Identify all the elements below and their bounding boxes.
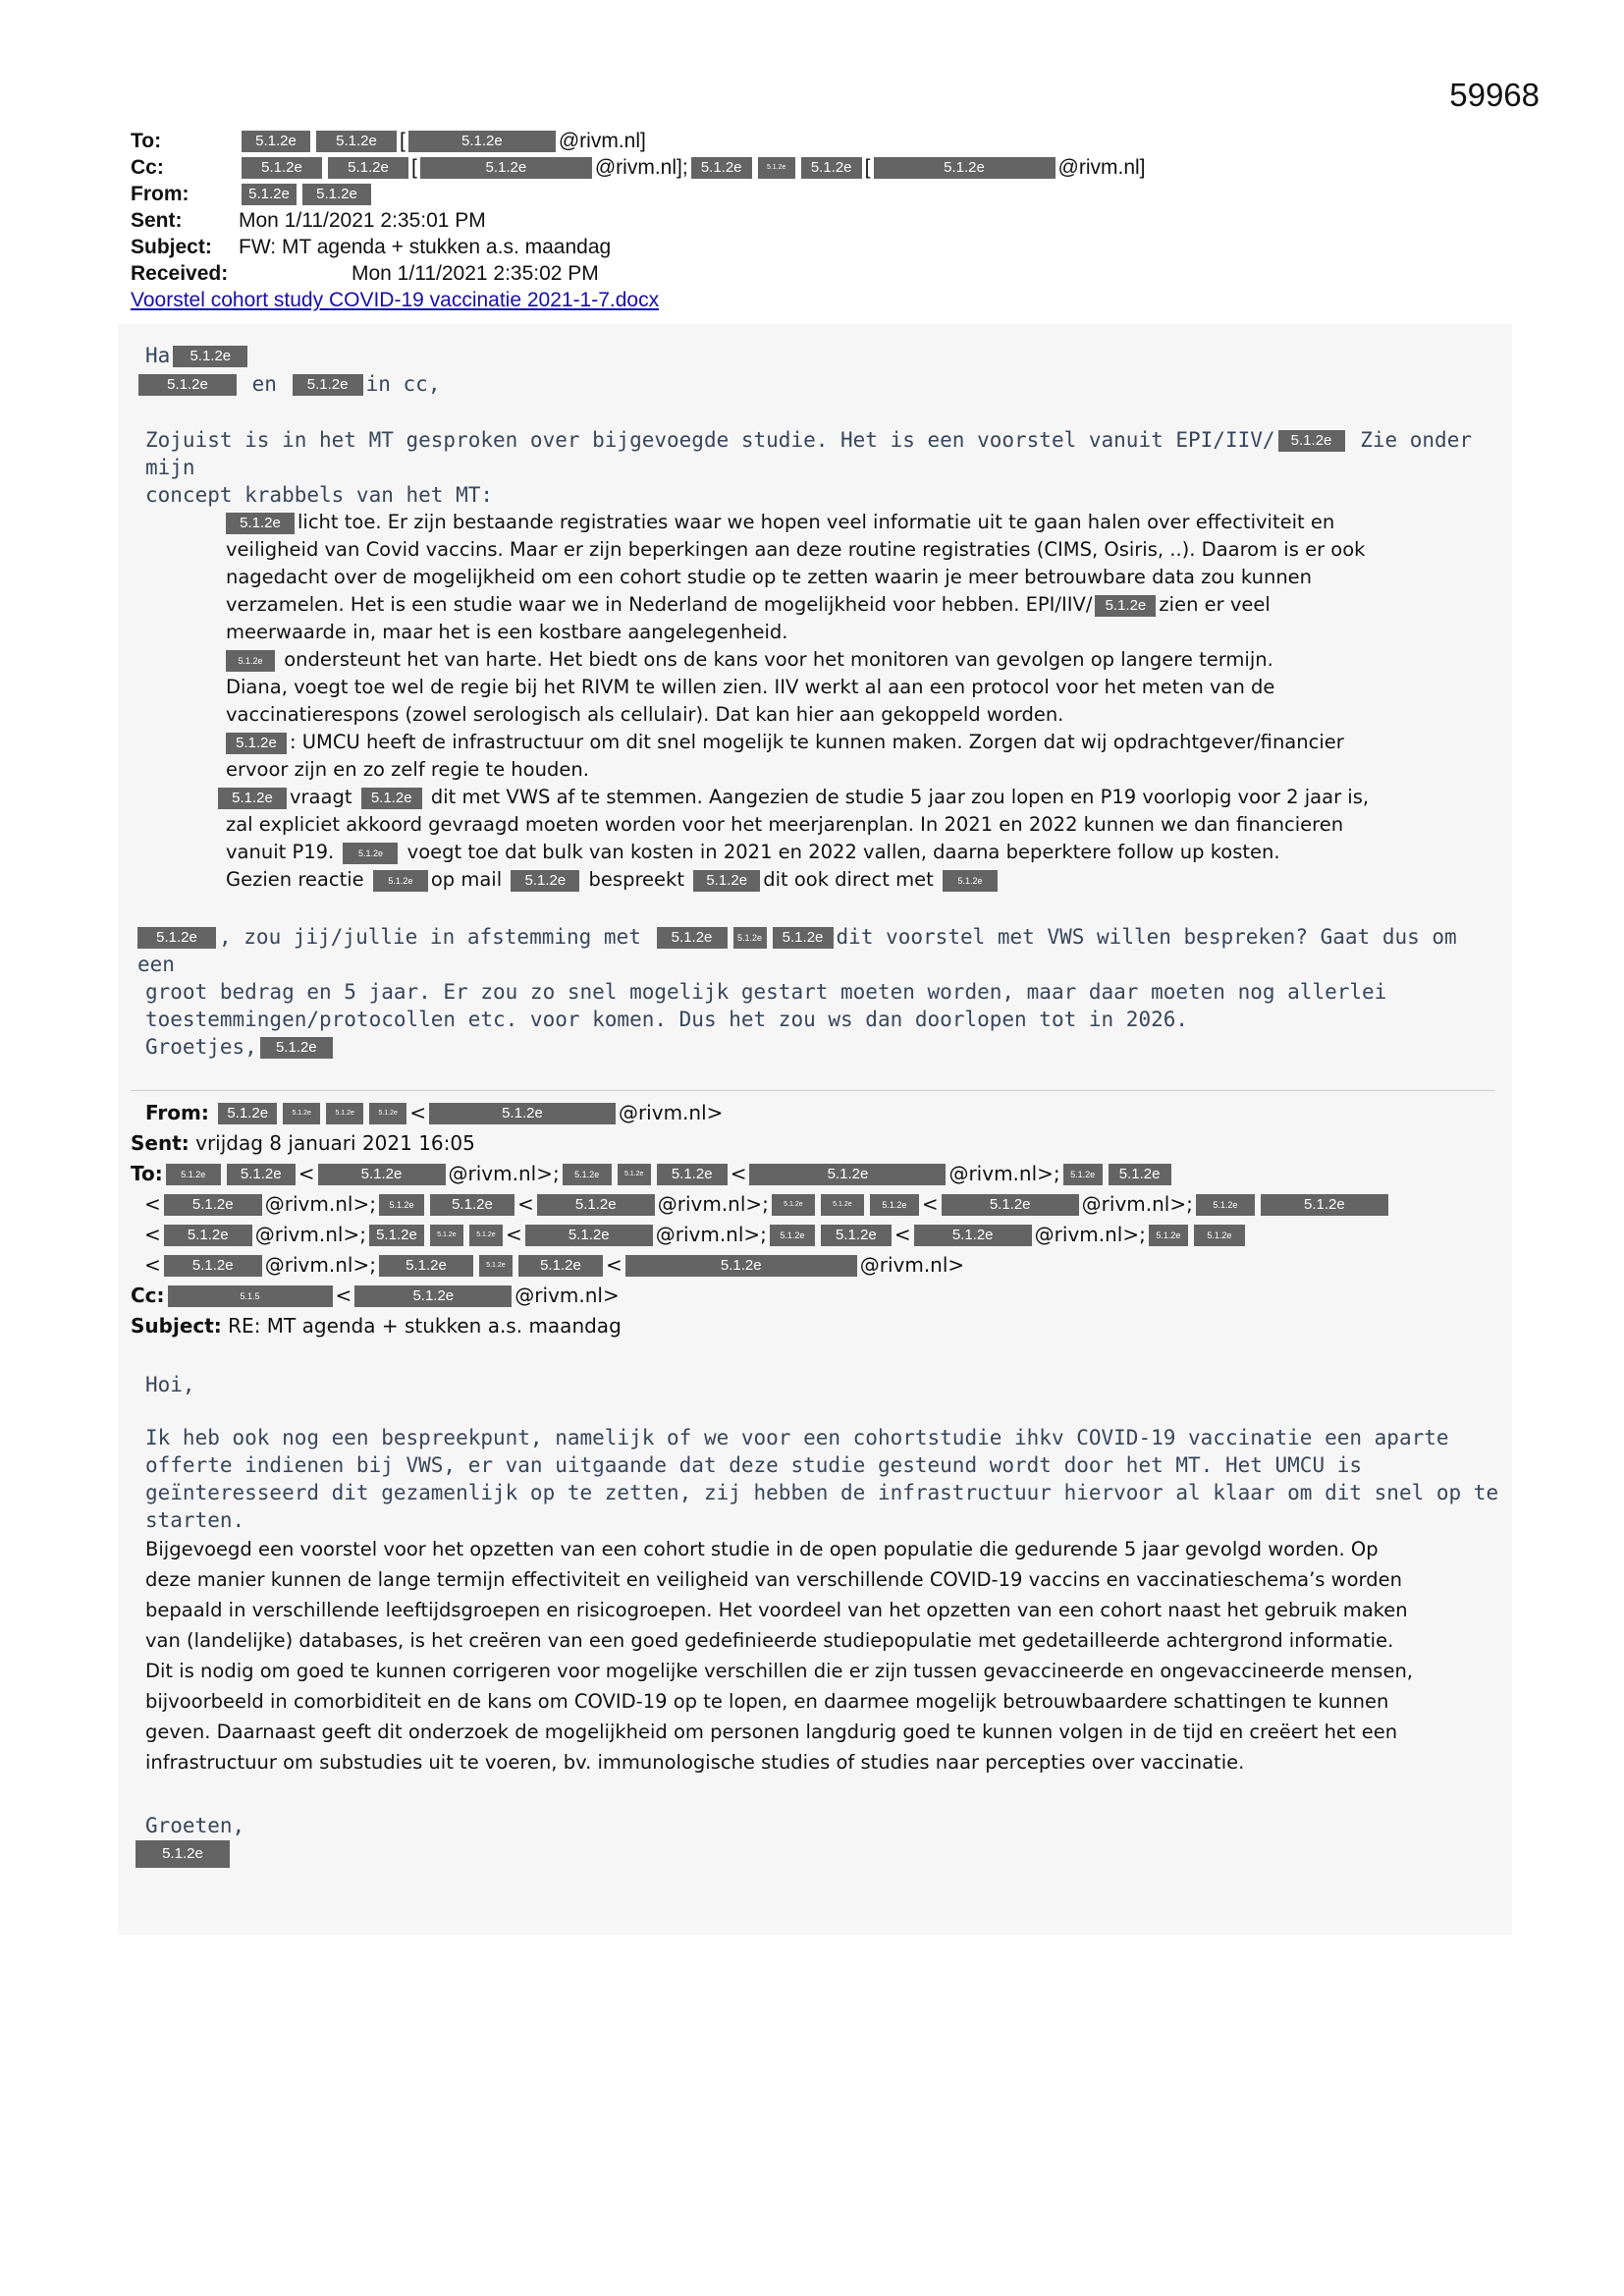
- subject-value: FW: MT agenda + stukken a.s. maandag: [239, 236, 612, 258]
- sent-value: Mon 1/11/2021 2:35:01 PM: [239, 209, 486, 232]
- redaction: 5.1.2e: [479, 1255, 513, 1277]
- redaction: 5.1.2e: [242, 184, 297, 205]
- redaction: 5.1.2e: [328, 157, 408, 179]
- redaction: 5.1.2e: [1278, 430, 1345, 452]
- redaction: 5.1.2e: [429, 1103, 616, 1124]
- redaction: 5.1.2e: [511, 870, 579, 892]
- redaction: 5.1.2e: [164, 1194, 262, 1216]
- redaction: 5.1.5: [168, 1285, 333, 1307]
- cc-row: [131, 154, 1407, 181]
- signoff-2: Groeten,: [145, 1814, 245, 1837]
- greeting-line-1: Ha 5.1.2e: [145, 342, 1500, 369]
- redaction: 5.1.2e: [657, 1164, 728, 1185]
- signoff-2-redaction-wrap: [135, 1840, 230, 1868]
- redaction: 5.1.2e: [379, 1255, 473, 1277]
- redaction: 5.1.2e: [801, 157, 862, 179]
- fw-to-row-3: < 5.1.2e @rivm.nl>; 5.1.2e 5.1.2e 5.1.2e < 5.1.2e @rivm.nl>; 5.1.2e 5.1.2e < 5.1.2e @rivm.nl>; 5.1.2e 5.1.2e: [131, 1220, 1505, 1250]
- sent-label: Sent:: [131, 209, 183, 232]
- redaction: 5.1.2e: [525, 1225, 653, 1246]
- redaction: 5.1.2e: [373, 870, 428, 892]
- redaction: 5.1.2e: [302, 184, 371, 205]
- redaction: 5.1.2e: [343, 843, 398, 864]
- fw-to-row-1: To: 5.1.2e 5.1.2e < 5.1.2e @rivm.nl>; 5.1.2e 5.1.2e 5.1.2e < 5.1.2e @rivm.nl>; 5.1.2e 5.1.2e: [131, 1159, 1505, 1189]
- redaction: 5.1.2e: [137, 927, 216, 949]
- received-value: Mon 1/11/2021 2:35:02 PM: [352, 262, 599, 285]
- redaction: 5.1.2e: [821, 1225, 892, 1246]
- redaction: 5.1.2e: [770, 1225, 815, 1246]
- redaction: 5.1.2e: [293, 374, 363, 396]
- redaction: 5.1.2e: [1109, 1164, 1171, 1185]
- redaction: 5.1.2e: [283, 1103, 320, 1124]
- bespreekpunt-paragraph: Ik heb ook nog een bespreekpunt, namelijk of we voor een cohortstudie ihkv COVID-19 vaccinatie een aparte offerte indienen bij VWS, er van uitgaande dat deze studie gesteund wordt door het MT. Het UMCU is geïnteresseerd dit gezamenlijk op te zetten, zij hebben de infrastructuur hiervoor al klaar om dit snel op te starten.: [145, 1426, 1499, 1532]
- redaction: 5.1.2e: [657, 927, 728, 949]
- subject-label: Subject:: [131, 236, 212, 258]
- redaction: 5.1.2e: [1261, 1194, 1388, 1216]
- bracket: [: [411, 156, 417, 179]
- sent-row: [131, 207, 1407, 234]
- redaction: 5.1.2e: [361, 788, 422, 809]
- redaction: 5.1.2e: [430, 1194, 514, 1216]
- redaction: 5.1.2e: [772, 1194, 815, 1216]
- fw-sent-row: Sent: vrijdag 8 januari 2021 16:05: [131, 1131, 475, 1155]
- attachment-link[interactable]: Voorstel cohort study COVID-19 vaccinatie 2021-1-7.docx: [131, 289, 660, 311]
- redaction: 5.1.2e: [326, 1103, 363, 1124]
- redaction: 5.1.2e: [242, 157, 322, 179]
- redaction: 5.1.2e: [135, 1840, 230, 1868]
- redaction: 5.1.2e: [914, 1225, 1032, 1246]
- redaction: 5.1.2e: [773, 927, 834, 949]
- redaction: 5.1.2e: [693, 870, 760, 892]
- question-paragraph: 5.1.2e , zou jij/jullie in afstemming met 5.1.2e 5.1.2e 5.1.2e dit voorstel met VWS willen bespreken? Gaat dus om een groot bedrag en 5 jaar. Er zou zo snel mogelijk gestart moeten worden, maar daar moeten nog allerlei toestemmingen/protocollen etc. voor komen. Dus het zou ws dan doorlopen tot in 2026.: [137, 925, 1457, 1031]
- redaction: 5.1.2e: [166, 1164, 221, 1185]
- redaction: 5.1.2e: [563, 1164, 612, 1185]
- redaction: 5.1.2e: [369, 1103, 406, 1124]
- proposal-paragraph: Bijgevoegd een voorstel voor het opzetten van een cohort studie in de open populatie die gedurende 5 jaar gevolgd worden. Op deze manier kunnen de lange termijn effectiviteit en veiligheid van verschillende COVID-19 vaccins en vaccinatieschema’s worden bepaald in verschillende leeftijdsgroepen en risicogroepen. Het voordeel van het opzetten van een cohort naast het gebruik maken van (landelijke) databases, is het creëren van een goed gedefinieerde studiepopulatie met gedetailleerde achtergrond informatie. Dit is nodig om goed te kunnen corrigeren voor mogelijke verschillen die er zijn tussen gevaccineerde en ongevaccineerde mensen, bijvoorbeeld in comorbiditeit en de kans om COVID-19 op te lopen, en daarmee mogelijk betrouwbaardere schattingen te kunnen geven. Daarnaast geeft dit onderzoek de mogelijkheid om personen langdurig goed te kunnen volgen in de tijd en creëert het een infrastructuur om substudies uit te voeren, bv. immunologische studies of studies naar percepties over vaccinatie.: [145, 1538, 1413, 1774]
- from-row: [131, 181, 1407, 207]
- redaction: 5.1.2e: [1194, 1225, 1245, 1246]
- from-label: From:: [131, 183, 189, 205]
- redaction: 5.1.2e: [618, 1164, 651, 1185]
- redaction: 5.1.2e: [354, 1285, 512, 1307]
- redaction: 5.1.2e: [164, 1255, 262, 1277]
- fw-to-row-4: < 5.1.2e @rivm.nl>; 5.1.2e 5.1.2e 5.1.2e < 5.1.2e @rivm.nl>: [144, 1253, 965, 1277]
- bracket: [: [864, 156, 871, 179]
- to-label: To:: [131, 130, 162, 152]
- redaction: 5.1.2e: [260, 1037, 333, 1059]
- separator-line: [131, 1090, 1495, 1091]
- redaction: 5.1.2e: [943, 870, 998, 892]
- cc-label: Cc:: [131, 156, 164, 179]
- redaction: 5.1.2e: [430, 1225, 463, 1246]
- redaction: 5.1.2e: [318, 1164, 446, 1185]
- redaction: 5.1.2e: [733, 927, 767, 949]
- redaction: 5.1.2e: [226, 513, 295, 534]
- redaction: 5.1.2e: [138, 374, 237, 396]
- attachment-row: [131, 287, 1407, 313]
- redaction: 5.1.2e: [218, 788, 287, 809]
- subject-row: [131, 234, 1407, 260]
- cc-address-suffix: @rivm.nl]: [1057, 156, 1146, 179]
- forwarded-header: [131, 1098, 1505, 1341]
- redaction: 5.1.2e: [942, 1194, 1079, 1216]
- received-label: Received:: [131, 262, 229, 285]
- redaction: 5.1.2e: [164, 1225, 252, 1246]
- redaction: 5.1.2e: [173, 346, 247, 367]
- redaction: 5.1.2e: [226, 650, 275, 672]
- redaction: 5.1.2e: [469, 1225, 503, 1246]
- redaction: 5.1.2e: [379, 1194, 424, 1216]
- redaction: 5.1.2e: [518, 1255, 603, 1277]
- redaction: 5.1.2e: [218, 1103, 277, 1124]
- greeting-line-2: 5.1.2e en 5.1.2e in cc,: [135, 370, 1490, 398]
- redaction: 5.1.2e: [1196, 1194, 1255, 1216]
- redaction: 5.1.2e: [226, 733, 287, 754]
- redaction: 5.1.2e: [1149, 1225, 1188, 1246]
- to-row: [131, 128, 1407, 154]
- redaction: 5.1.2e: [1063, 1164, 1103, 1185]
- redaction: 5.1.2e: [369, 1225, 424, 1246]
- redaction: 5.1.2e: [316, 131, 397, 152]
- signoff-1: Groetjes, 5.1.2e: [145, 1033, 1500, 1061]
- redaction: 5.1.2e: [691, 157, 752, 179]
- to-address-suffix: @rivm.nl]: [558, 130, 646, 152]
- fw-to-row-2: < 5.1.2e @rivm.nl>; 5.1.2e 5.1.2e < 5.1.2e @rivm.nl>; 5.1.2e 5.1.2e 5.1.2e < 5.1.2e @rivm.nl>; 5.1.2e 5.1.2e: [131, 1189, 1505, 1220]
- redaction: 5.1.2e: [227, 1164, 296, 1185]
- email-header: [131, 128, 1407, 313]
- redaction: 5.1.2e: [537, 1194, 655, 1216]
- redaction: 5.1.2e: [242, 131, 310, 152]
- redaction: 5.1.2e: [408, 131, 556, 152]
- bracket: [: [400, 130, 406, 152]
- cc-address-suffix: @rivm.nl];: [594, 156, 688, 179]
- redaction: 5.1.2e: [821, 1194, 864, 1216]
- redaction: 5.1.2e: [420, 157, 592, 179]
- greeting-2: Hoi,: [145, 1373, 195, 1396]
- fw-from-row: From: 5.1.2e 5.1.2e 5.1.2e 5.1.2e < 5.1.2e @rivm.nl>: [145, 1101, 724, 1124]
- mt-notes: 5.1.2e licht toe. Er zijn bestaande registraties waar we hopen veel informatie uit te gaan halen over effectiviteit en veiligheid van Covid vaccins. Maar er zijn beperkingen aan deze routine registraties (CIMS, Osiris, ..). Daarom is er ook nagedacht over de mogelijkheid om een cohort studie op te zetten waarin je meer betrouwbare data zou kunnen verzamelen. Het is een studie waar we in Nederland de mogelijkheid voor hebben. EPI/IIV/ 5.1.2e zien er veel meerwaarde in, maar het is een kostbare aangelegenheid. 5.1.2e ondersteunt het van harte. Het biedt ons de kans voor het monitoren van gevolgen op langere termijn. Diana, voegt toe wel de regie bij het RIVM te willen zien. IIV werkt al aan een protocol voor het meten van de vaccinatierespons (zowel serologisch als cellulair). Dat kan hier aan gekoppeld worden. 5.1.2e : UMCU heeft de infrastructuur om dit snel mogelijk te kunnen maken. Zorgen dat wij opdrachtgever/financier ervoor zijn en zo zelf regie te houden. 5.1.2e vraagt 5.1.2e dit met VWS af te stemmen. Aangezien de studie 5 jaar zou lopen en P19 voorlopig voor 2 jaar is, zal expliciet akkoord gevraagd moeten worden voor het meerjarenplan. In 2021 en 2022 kunnen we dan financieren vanuit P19. 5.1.2e voegt toe dat bulk van kosten in 2021 en 2022 vallen, daarna beperktere follow up kosten. Gezien reactie 5.1.2e op mail 5.1.2e bespreekt 5.1.2e dit ook direct met 5.1.2e: [226, 509, 1502, 894]
- redaction: 5.1.2e: [758, 157, 795, 179]
- redaction: 5.1.2e: [1095, 595, 1156, 617]
- fw-cc-row: Cc: 5.1.5 < 5.1.2e @rivm.nl>: [131, 1284, 620, 1307]
- redaction: 5.1.2e: [749, 1164, 946, 1185]
- received-row: [131, 260, 1407, 287]
- redaction: 5.1.2e: [874, 157, 1056, 179]
- redaction: 5.1.2e: [625, 1255, 857, 1277]
- intro-paragraph: Zojuist is in het MT gesproken over bijgevoegde studie. Het is een voorstel vanuit EPI/IIV/ 5.1.2e Zie onder mijn concept krabbels van het MT:: [145, 428, 1472, 507]
- document-number: 59968: [1449, 77, 1540, 113]
- fw-subject-row: Subject: RE: MT agenda + stukken a.s. maandag: [131, 1314, 622, 1338]
- redaction: 5.1.2e: [870, 1194, 919, 1216]
